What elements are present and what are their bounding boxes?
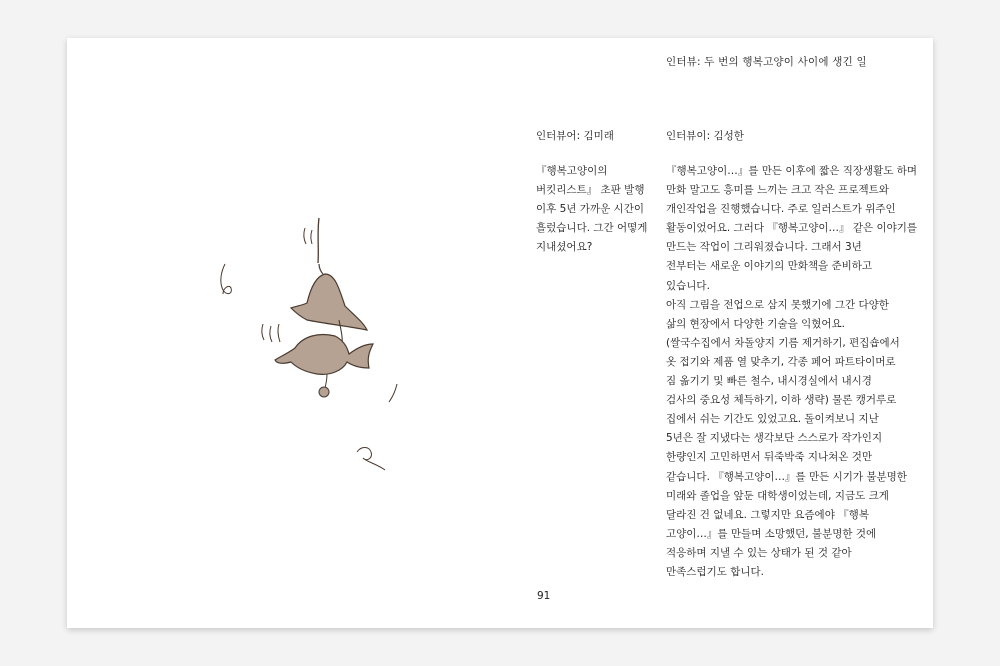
- question-line: 이후 5년 가까운 시간이: [536, 203, 644, 215]
- answer-line: 미래와 졸업을 앞둔 대학생이었는데, 지금도 크게: [666, 489, 889, 502]
- answer-line: 검사의 중요성 체득하기, 이하 생략) 물론 캥거루로: [666, 394, 897, 407]
- bell-shape: [291, 274, 367, 330]
- answer-line: 만드는 작업이 그리워졌습니다. 그래서 3년: [666, 241, 862, 254]
- question-line: 버킷리스트』 초판 발행: [536, 184, 645, 196]
- chime-bead: [319, 387, 329, 397]
- answer-line: 전부터는 새로운 이야기의 만화책을 준비하고: [666, 260, 873, 273]
- interviewer-label: 인터뷰어: 김미래: [536, 130, 614, 142]
- motion-line: [270, 326, 272, 342]
- answer-line: 집에서 쉬는 기간도 있었고요. 돌이켜보니 지난: [666, 413, 879, 426]
- answer-line: 『행복고양이…』를 만든 이후에 짧은 직장생활도 하며: [666, 165, 918, 177]
- motion-line: [304, 228, 306, 244]
- answer-line: 옷 접기와 제품 열 맞추기, 각종 페어 파트타이머로: [666, 355, 896, 368]
- interview-title: 인터뷰: 두 번의 행복고양이 사이에 생긴 일: [666, 56, 867, 68]
- interview-question: [536, 162, 660, 257]
- answer-line: 삶의 현장에서 다양한 기술을 익혔어요.: [666, 317, 845, 330]
- answer-line: 달라진 건 없네요. 그렇지만 요즘에야 『행복: [666, 508, 869, 521]
- answer-line: 5년은 잘 지냈다는 생각보단 스스로가 작가인지: [666, 432, 883, 445]
- book-page: [67, 38, 933, 628]
- answer-line: 있습니다.: [666, 279, 710, 292]
- motion-line: [311, 230, 312, 244]
- fish-shape: [275, 335, 373, 375]
- motion-line: [278, 324, 280, 342]
- answer-line: 한량인지 고민하면서 뒤죽박죽 지나쳐온 것만: [666, 451, 873, 464]
- page-number: 91: [537, 590, 551, 602]
- bead-string: [325, 374, 327, 388]
- answer-line: 적응하며 지낼 수 있는 상태가 된 것 같아: [666, 546, 852, 559]
- answer-line: 만화 말고도 흥미를 느끼는 크고 작은 프로젝트와: [666, 184, 889, 197]
- question-line: 지내셨어요?: [536, 241, 593, 253]
- question-line: 『행복고양이의: [536, 165, 608, 177]
- answer-line: 아직 그림을 전업으로 삼지 못했기에 그간 다양한: [666, 298, 889, 311]
- answer-line: 짐 옮기기 및 빠른 철수, 내시경실에서 내시경: [666, 375, 872, 388]
- motion-line: [262, 324, 264, 340]
- squiggle-mark: [357, 448, 385, 471]
- answer-line: 같습니다. 『행복고양이…』를 만든 시기가 불분명한: [666, 470, 907, 483]
- bell-fish-chime-illustration: [207, 208, 407, 488]
- answer-line: (쌀국수집에서 차돌양지 기름 제거하기, 편집숍에서: [666, 336, 900, 349]
- question-line: 흘렀습니다. 그간 어떻게: [536, 222, 648, 234]
- answer-line: 개인작업을 진행했습니다. 주로 일러스트가 위주인: [666, 203, 896, 216]
- hanging-string: [318, 218, 319, 263]
- answer-line: 고양이…』를 만들며 소망했던, 불분명한 것에: [666, 527, 877, 540]
- interview-answer: [666, 162, 926, 582]
- squiggle-mark: [221, 264, 232, 294]
- answer-line: 만족스럽기도 합니다.: [666, 565, 764, 578]
- bell-top: [319, 264, 323, 274]
- motion-line: [389, 384, 397, 402]
- answer-line: 활동이었어요. 그러다 『행복고양이…』 같은 이야기를: [666, 222, 918, 235]
- interviewee-label: 인터뷰이: 김성한: [666, 130, 744, 142]
